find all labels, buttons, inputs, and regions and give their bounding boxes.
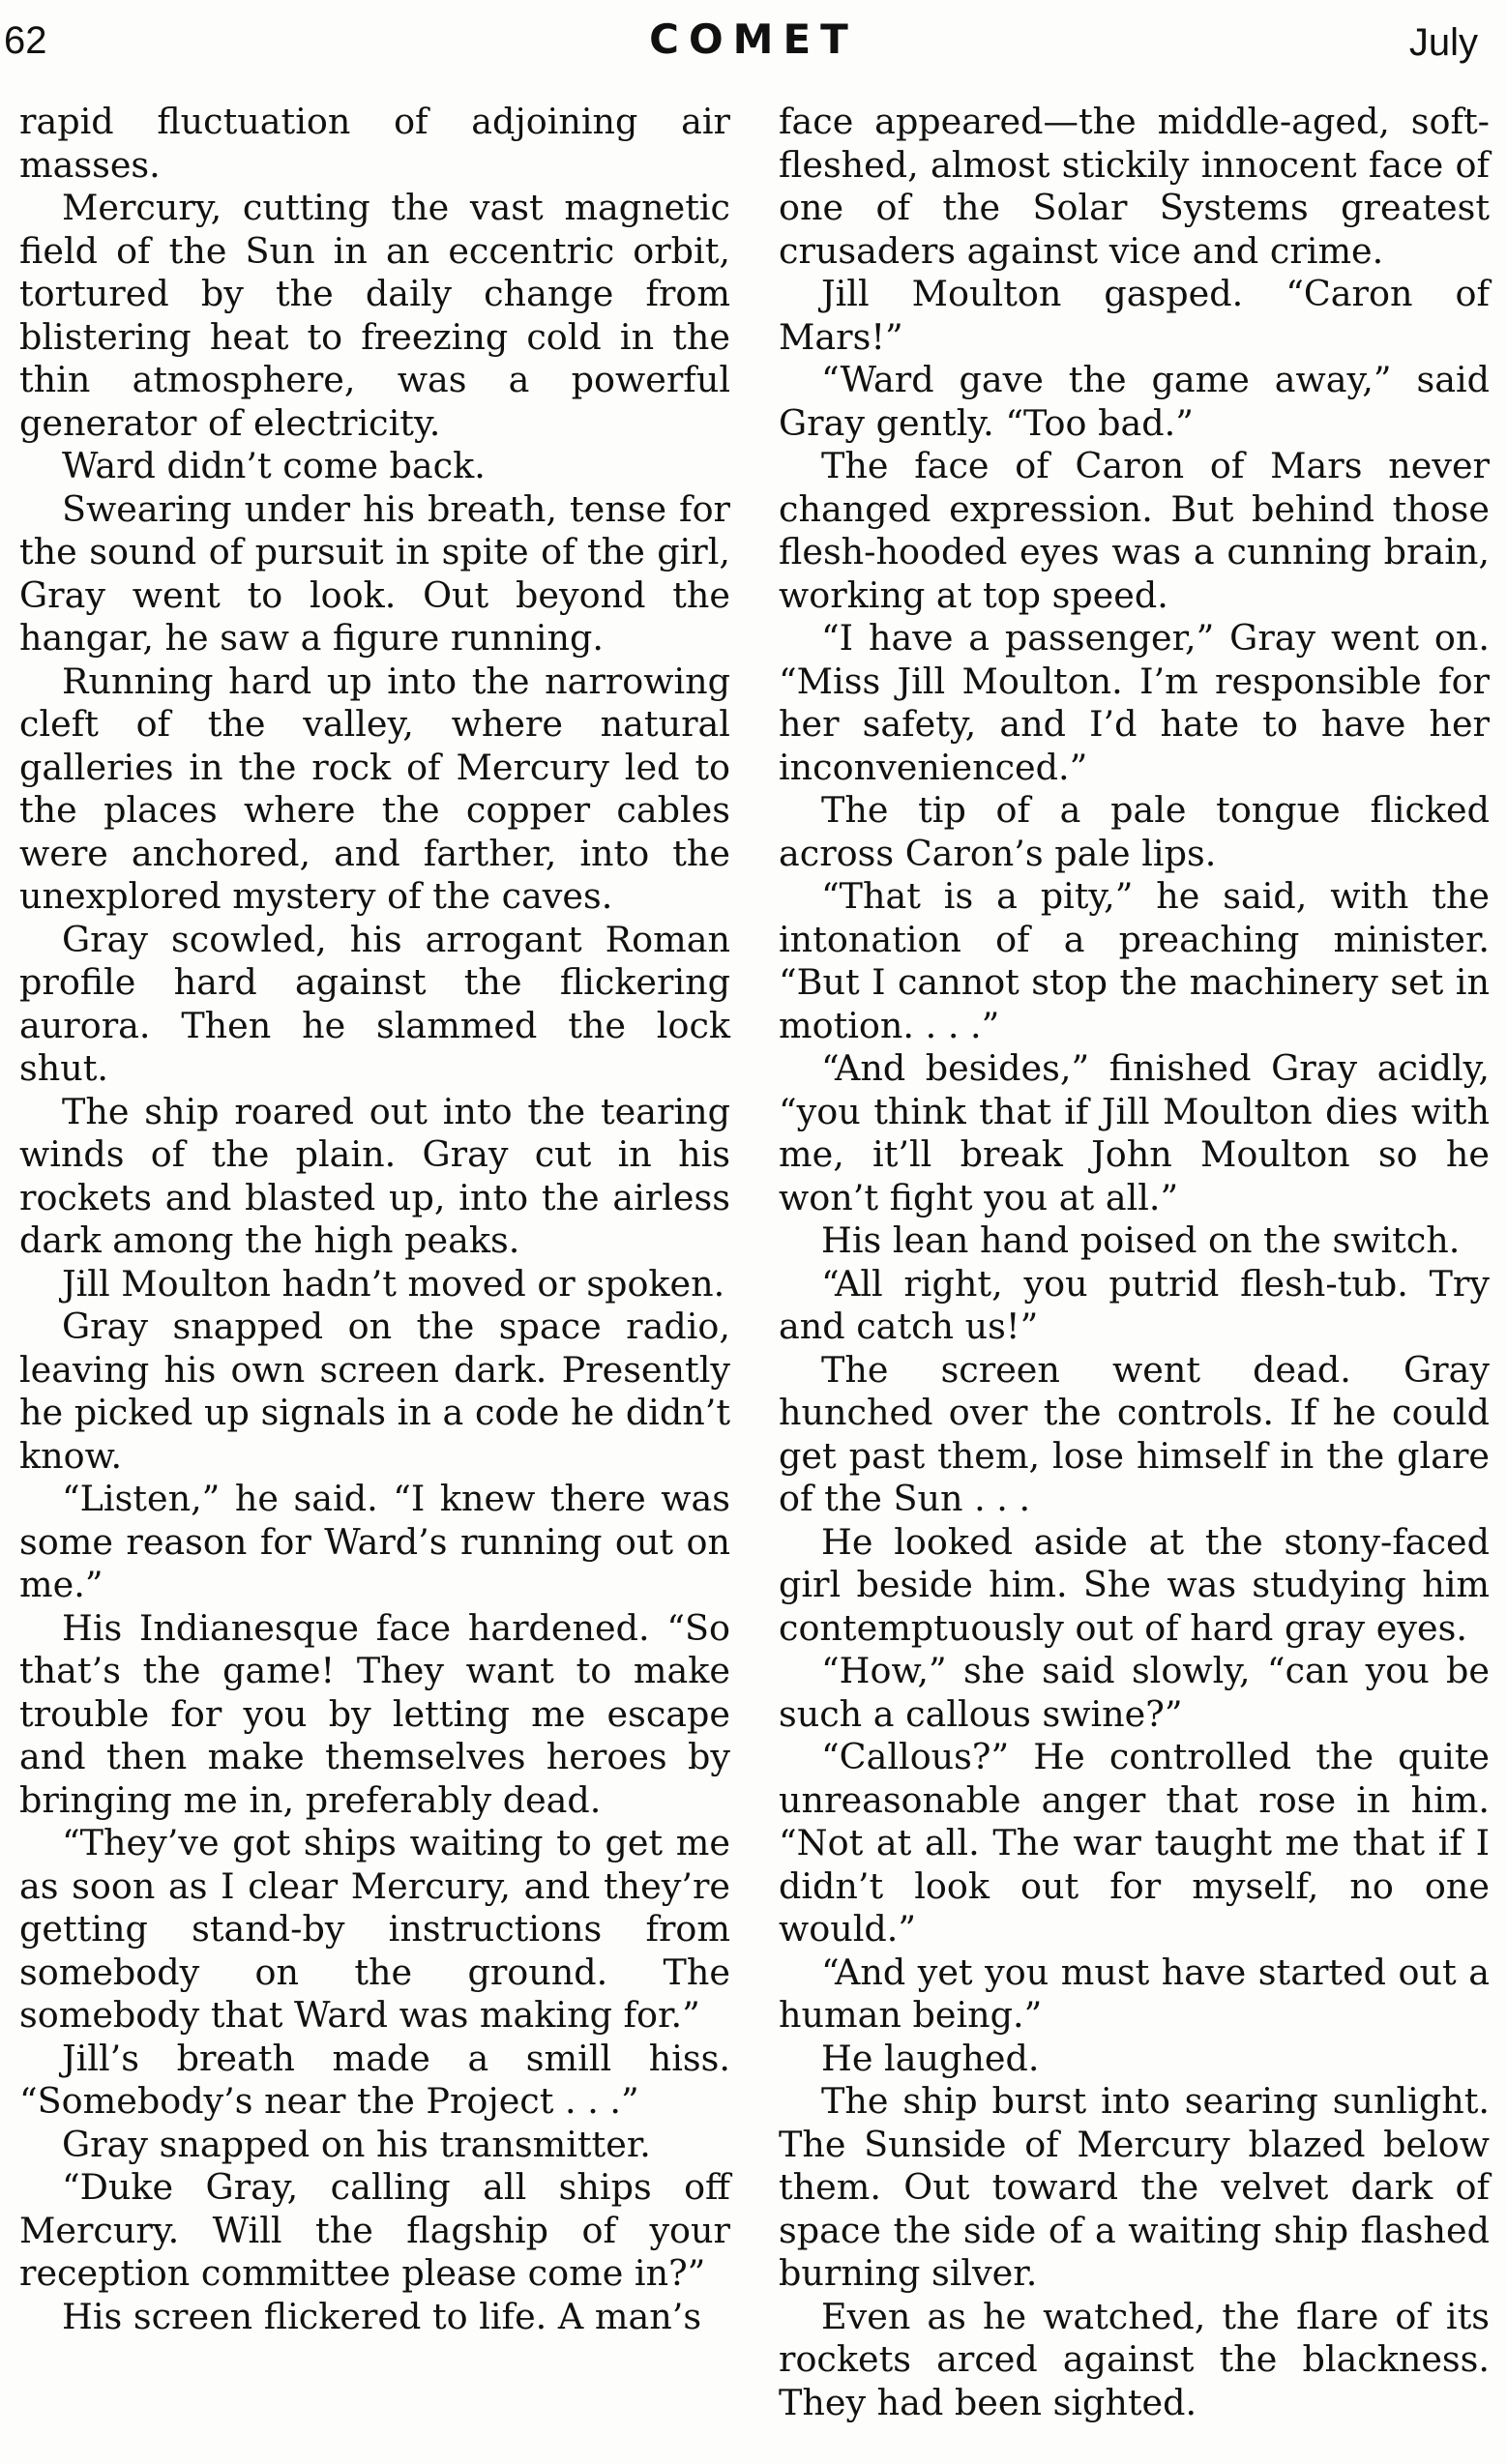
paragraph: “Duke Gray, calling all ships off Mercury. Will the flagship of your reception committee please come in?” xyxy=(19,2166,730,2294)
paragraph: Gray scowled, his arrogant Roman profile hard against the flickering aurora. Then he slammed the lock shut. xyxy=(19,918,730,1089)
paragraph: “And besides,” finished Gray acidly, “you think that if Jill Moulton dies with me, it’ll break John Moulton so he won’t fight you at all.” xyxy=(779,1047,1490,1218)
paragraph: “How,” she said slowly, “can you be such a callous swine?” xyxy=(779,1650,1490,1735)
magazine-title: COMET xyxy=(649,15,858,63)
paragraph: His lean hand poised on the switch. xyxy=(821,1219,1461,1261)
paragraph: Gray snapped on the space radio, leaving his own screen dark. Presently he picked up signals in a code he didn’t know. xyxy=(19,1305,730,1477)
paragraph: He looked aside at the stony-faced girl beside him. She was studying him contemptuously out of hard gray eyes. xyxy=(779,1520,1490,1649)
paragraph: The tip of a pale tongue flicked across Caron’s pale lips. xyxy=(779,789,1490,874)
paragraph: “Callous?” He controlled the quite unreasonable anger that rose in him. “Not at all. The war taught me that if I didn’t look out for myself, no one would.” xyxy=(779,1736,1490,1950)
page-number: 62 xyxy=(4,19,47,62)
paragraph: His screen flickered to life. A man’s xyxy=(62,2295,702,2337)
paragraph: “Listen,” he said. “I knew there was some reason for Ward’s running out on me.” xyxy=(19,1478,730,1605)
paragraph: “They’ve got ships waiting to get me as soon as I clear Mercury, and they’re getting stand-by instructions from somebody on the ground. The somebody that Ward was making for.” xyxy=(19,1822,730,2036)
paragraph: face appeared—the middle-aged, soft-fleshed, almost stickily innocent face of one of the Solar Systems greatest crusaders against vice and crime. xyxy=(779,101,1490,272)
paragraph: He laughed. xyxy=(821,2037,1040,2079)
paragraph: “That is a pity,” he said, with the intonation of a preaching minister. “But I cannot stop the machinery set in motion. . . .” xyxy=(779,875,1490,1046)
paragraph: Jill Moulton gasped. “Caron of Mars!” xyxy=(779,273,1490,358)
right-column xyxy=(779,101,1490,2424)
paragraph: “And yet you must have started out a human being.” xyxy=(779,1951,1490,2036)
paragraph: Gray snapped on his transmitter. xyxy=(62,2123,651,2165)
issue-month: July xyxy=(1408,21,1478,64)
paragraph: “Ward gave the game away,” said Gray gently. “Too bad.” xyxy=(779,359,1490,444)
paragraph: The ship burst into searing sunlight. The Sunside of Mercury blazed below them. Out toward the velvet dark of space the side of a waiting ship flashed burning silver. xyxy=(779,2080,1490,2294)
left-column xyxy=(19,101,730,2338)
paragraph: “I have a passenger,” Gray went on. “Miss Jill Moulton. I’m responsible for her safety, and I’d hate to have her inconvenienced.” xyxy=(779,617,1490,788)
paragraph: Ward didn’t come back. xyxy=(62,445,486,486)
paragraph: “All right, you putrid flesh-tub. Try and catch us!” xyxy=(779,1262,1490,1347)
paragraph: Jill Moulton hadn’t moved or spoken. xyxy=(62,1262,725,1305)
paragraph: Even as he watched, the flare of its rockets arced against the blackness. They had been sighted. xyxy=(779,2295,1490,2423)
paragraph: The face of Caron of Mars never changed expression. But behind those flesh-hooded eyes was a cunning brain, working at top speed. xyxy=(779,445,1490,616)
paragraph: His Indianesque face hardened. “So that’s the game! They want to make trouble for you by letting me escape and then make themselves heroes by bringing me in, preferably dead. xyxy=(19,1606,730,1821)
page-header xyxy=(0,14,1507,72)
paragraph: The screen went dead. Gray hunched over the controls. If he could get past them, lose himself in the glare of the Sun . . . xyxy=(779,1348,1490,1519)
paragraph: Jill’s breath made a smill hiss. “Somebody’s near the Project . . .” xyxy=(19,2037,730,2122)
paragraph: Swearing under his breath, tense for the sound of pursuit in spite of the girl, Gray went to look. Out beyond the hangar, he saw a figure running. xyxy=(19,487,730,659)
paragraph: rapid fluctuation of adjoining air masses. xyxy=(19,101,730,186)
paragraph: The ship roared out into the tearing winds of the plain. Gray cut in his rockets and blasted up, into the airless dark among the high peaks. xyxy=(19,1090,730,1261)
paragraph: Running hard up into the narrowing cleft of the valley, where natural galleries in the rock of Mercury led to the places where the copper cables were anchored, and farther, into the unexplored mystery of the caves. xyxy=(19,660,730,917)
paragraph: Mercury, cutting the vast magnetic field of the Sun in an eccentric orbit, tortured by the daily change from blistering heat to freezing cold in the thin atmosphere, was a powerful generator of electricity. xyxy=(19,187,730,444)
